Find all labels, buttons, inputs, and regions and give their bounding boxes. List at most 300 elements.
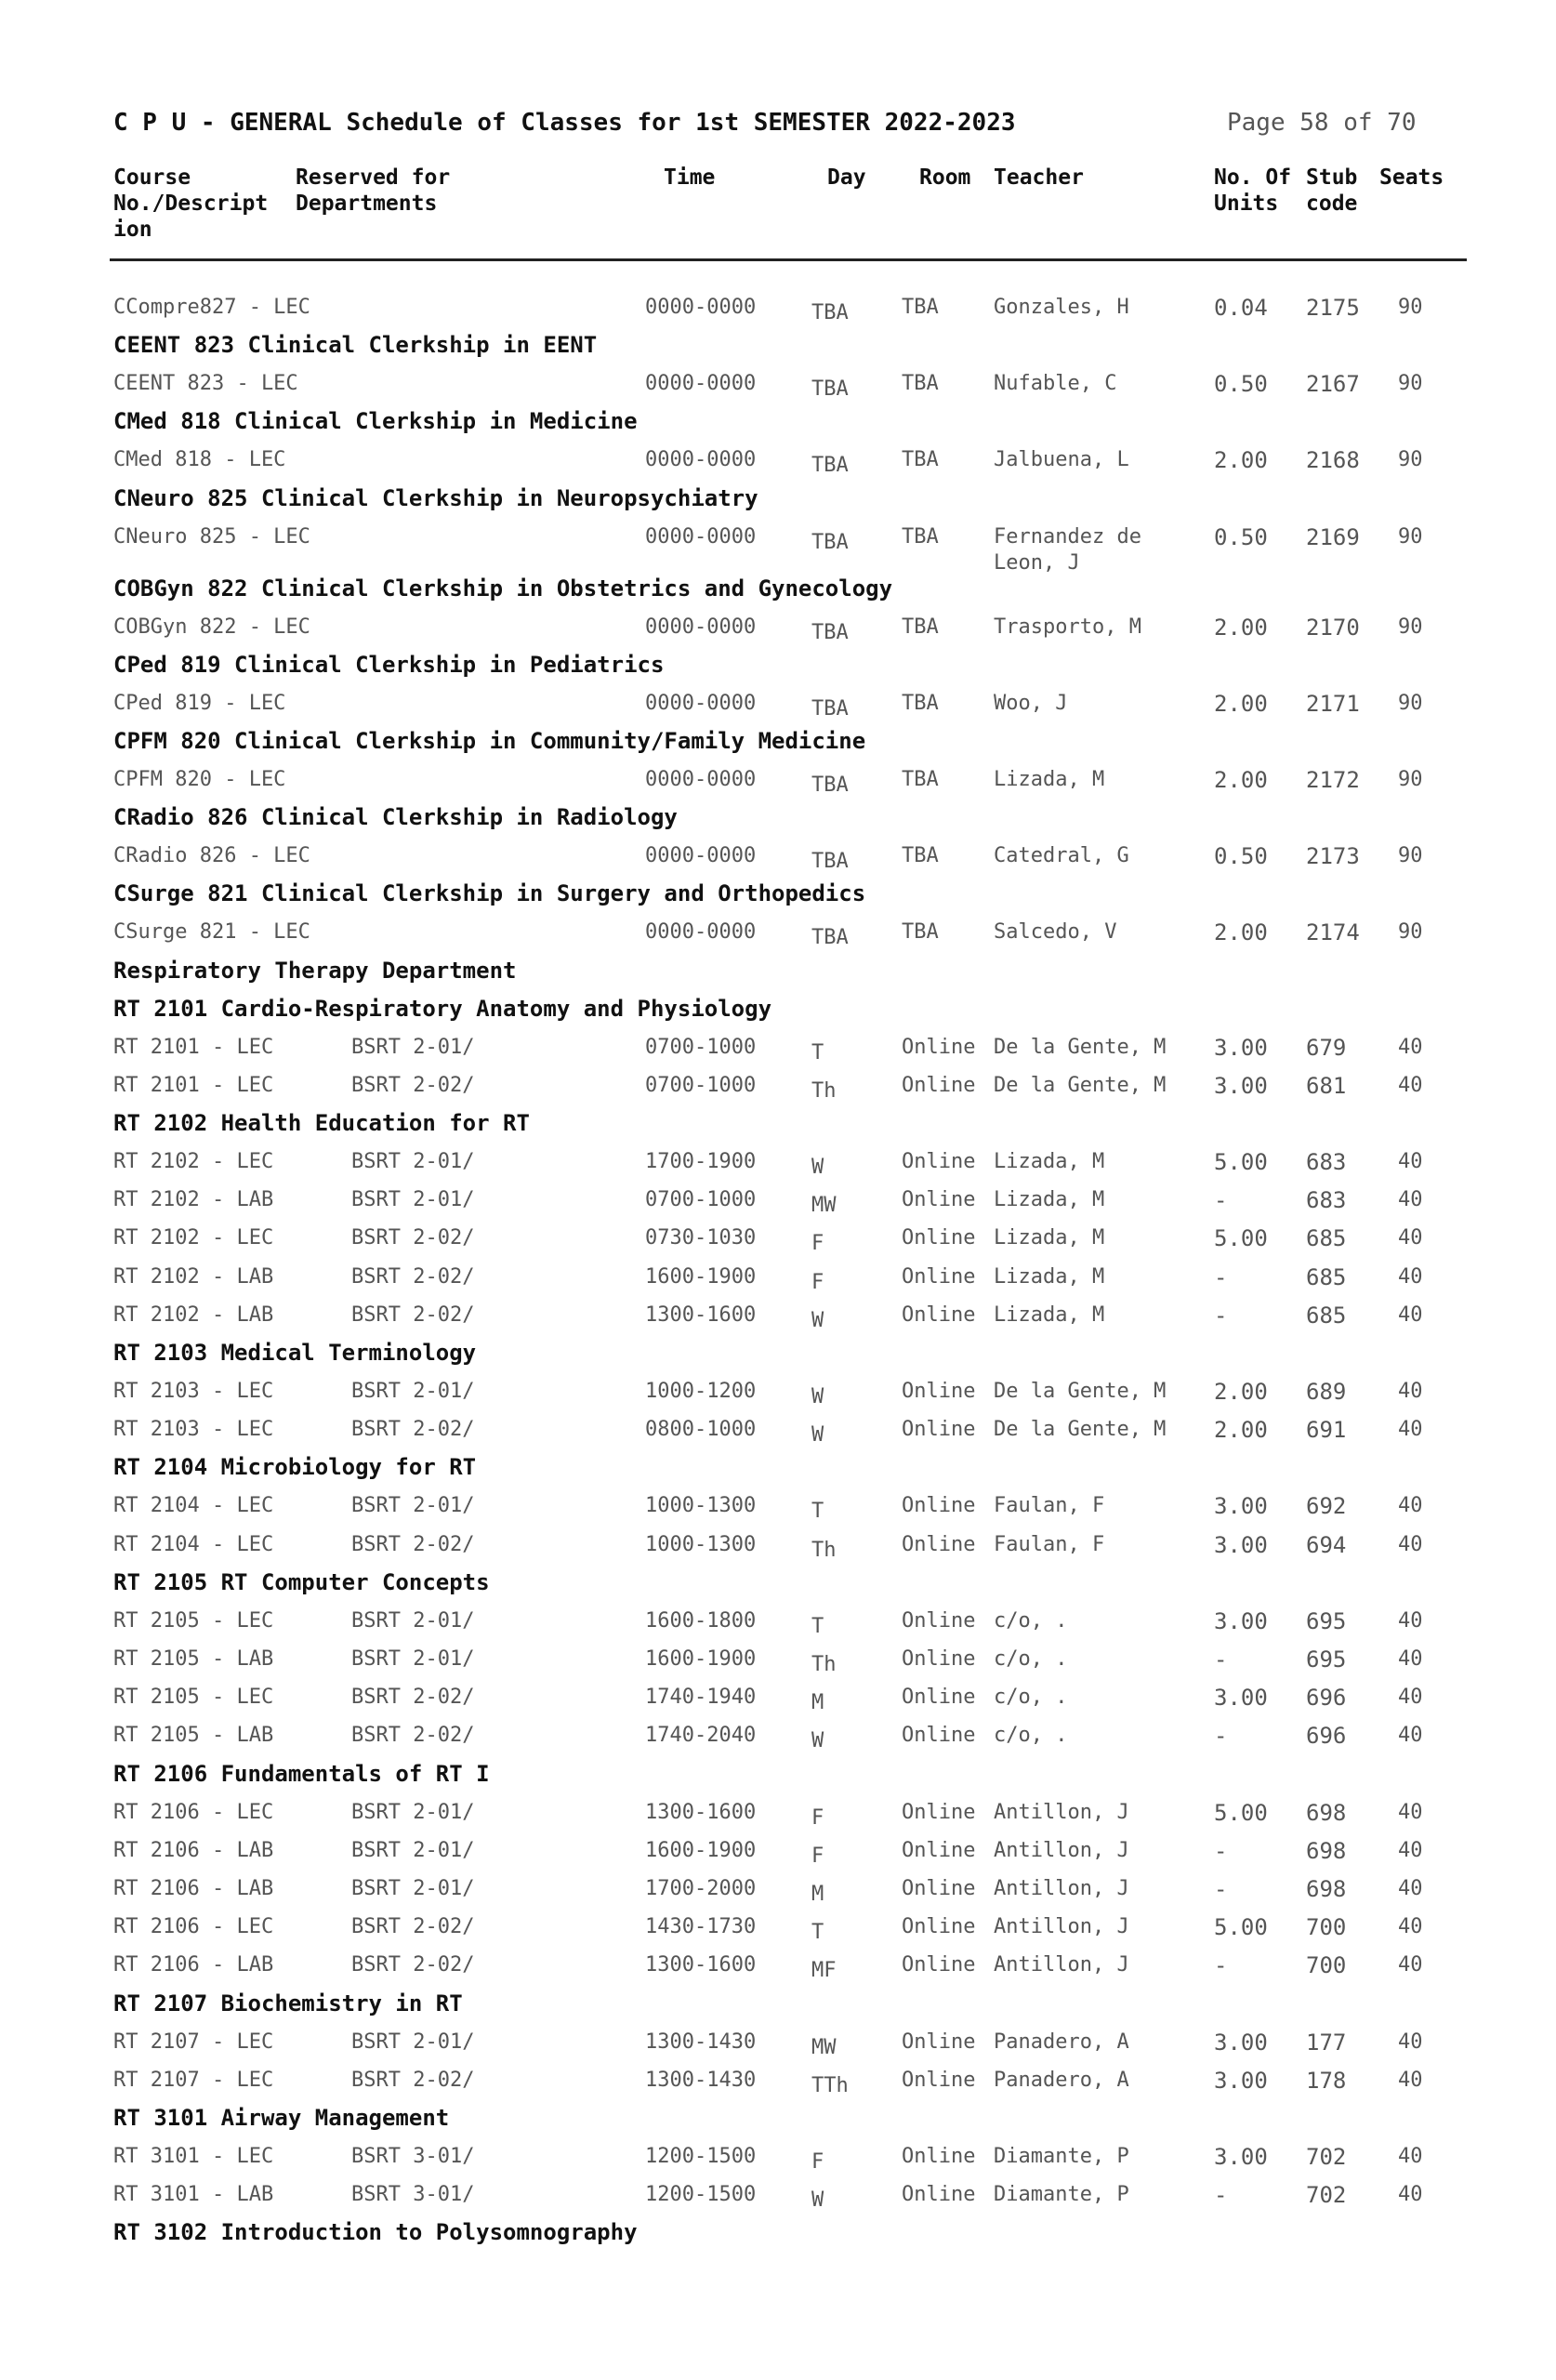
seats: 40	[1398, 1647, 1423, 1671]
teacher: Lizada, M	[994, 1188, 1105, 1212]
class-time: 0000-0000	[645, 524, 757, 549]
room: TBA	[902, 296, 939, 319]
reserved-dept: BSRT 2-01/	[351, 1608, 475, 1633]
teacher: Lizada, M	[994, 1302, 1105, 1327]
teacher: Lizada, M	[994, 1150, 1105, 1173]
table-row	[0, 2030, 1556, 2067]
room: Online	[902, 1264, 976, 1289]
class-time: 0000-0000	[645, 768, 757, 791]
table-row	[0, 1838, 1556, 1875]
units: 5.00	[1214, 1914, 1268, 1941]
course-no: CPed 819 - LEC	[113, 691, 286, 715]
table-row	[0, 1532, 1556, 1569]
teacher: Panadero, A	[994, 2030, 1129, 2054]
reserved-dept: BSRT 2-02/	[351, 1073, 475, 1097]
course-section-heading: RT 2105 RT Computer Concepts	[113, 1568, 490, 1595]
class-day: F	[811, 1805, 824, 1830]
teacher: Antillon, J	[994, 1838, 1129, 1862]
seats: 90	[1398, 448, 1423, 472]
class-time: 1000-1300	[645, 1494, 757, 1518]
course-section-heading: CPed 819 Clinical Clerkship in Pediatrics	[113, 651, 665, 678]
course-no: RT 2103 - LEC	[113, 1418, 274, 1442]
class-time: 0000-0000	[645, 691, 757, 715]
class-day: Th	[811, 1653, 837, 1676]
seats: 40	[1398, 1532, 1423, 1556]
table-row	[0, 1035, 1556, 1072]
class-day: F	[811, 1232, 824, 1256]
room: Online	[902, 1800, 976, 1824]
stub-code: 694	[1306, 1531, 1347, 1558]
units: 2.00	[1214, 767, 1268, 793]
class-time: 1300-1600	[645, 1800, 757, 1824]
table-row	[0, 2182, 1556, 2219]
room: Online	[902, 2145, 976, 2168]
reserved-dept: BSRT 2-01/	[351, 1494, 475, 1518]
units: 5.00	[1214, 1225, 1268, 1252]
table-row	[0, 1608, 1556, 1646]
class-time: 1000-1200	[645, 1380, 757, 1403]
room: TBA	[902, 372, 939, 396]
stub-code: 2167	[1306, 371, 1360, 398]
table-row	[0, 691, 1556, 728]
class-day: MW	[811, 2035, 837, 2059]
reserved-dept: BSRT 2-02/	[351, 1302, 475, 1327]
stub-code: 177	[1306, 2029, 1347, 2056]
units: 0.04	[1214, 295, 1268, 321]
class-day: MF	[811, 1959, 837, 1983]
reserved-dept: BSRT 2-02/	[351, 1953, 475, 1977]
reserved-dept: BSRT 2-01/	[351, 2030, 475, 2054]
units: 2.00	[1214, 1417, 1268, 1444]
col-course: Course No./Descript ion	[113, 165, 269, 242]
class-day: W	[811, 1156, 824, 1179]
units: 3.00	[1214, 1034, 1268, 1061]
stub-code: 695	[1306, 1607, 1347, 1634]
table-row	[0, 1302, 1556, 1340]
class-day: TBA	[811, 926, 849, 950]
teacher: Gonzales, H	[994, 296, 1129, 319]
course-no: RT 2102 - LEC	[113, 1150, 274, 1173]
course-section-heading: CMed 818 Clinical Clerkship in Medicine	[113, 408, 638, 435]
units: 3.00	[1214, 1685, 1268, 1712]
stub-code: 178	[1306, 2067, 1347, 2094]
reserved-dept: BSRT 3-01/	[351, 2145, 475, 2168]
units: 2.00	[1214, 614, 1268, 641]
seats: 40	[1398, 2030, 1423, 2054]
teacher: c/o, .	[994, 1647, 1068, 1671]
class-time: 0000-0000	[645, 920, 757, 945]
room: Online	[902, 1418, 976, 1442]
teacher: Diamante, P	[994, 2183, 1129, 2207]
units: 5.00	[1214, 1149, 1268, 1175]
class-day: W	[811, 2188, 824, 2213]
room: Online	[902, 1953, 976, 1977]
course-no: RT 2102 - LAB	[113, 1264, 274, 1289]
course-no: CMed 818 - LEC	[113, 448, 286, 472]
class-time: 1600-1800	[645, 1608, 757, 1633]
units: -	[1214, 1723, 1228, 1750]
class-day: W	[811, 1423, 824, 1448]
seats: 90	[1398, 920, 1423, 945]
class-day: T	[811, 1614, 824, 1638]
units: 0.50	[1214, 843, 1268, 870]
units: 3.00	[1214, 1072, 1268, 1099]
teacher: De la Gente, M	[994, 1380, 1167, 1403]
class-time: 1300-1600	[645, 1302, 757, 1327]
seats: 40	[1398, 1150, 1423, 1173]
course-no: RT 2104 - LEC	[113, 1494, 274, 1518]
class-day: W	[811, 1308, 824, 1332]
room: Online	[902, 1494, 976, 1518]
course-section-heading: RT 2104 Microbiology for RT	[113, 1454, 477, 1481]
course-no: RT 2101 - LEC	[113, 1035, 274, 1059]
units: -	[1214, 1302, 1228, 1329]
course-section-heading: RT 2103 Medical Terminology	[113, 1340, 477, 1366]
col-teacher: Teacher	[994, 165, 1084, 190]
room: Online	[902, 1150, 976, 1173]
reserved-dept: BSRT 2-02/	[351, 1226, 475, 1250]
class-time: 1740-1940	[645, 1686, 757, 1710]
reserved-dept: BSRT 2-01/	[351, 1838, 475, 1862]
class-day: TBA	[811, 377, 849, 402]
seats: 40	[1398, 1800, 1423, 1824]
table-row	[0, 2068, 1556, 2105]
course-section-heading: RT 2106 Fundamentals of RT I	[113, 1760, 490, 1787]
course-section-heading: RT 2102 Health Education for RT	[113, 1110, 530, 1136]
stub-code: 700	[1306, 1952, 1347, 1979]
room: TBA	[902, 615, 939, 639]
seats: 40	[1398, 1608, 1423, 1633]
stub-code: 685	[1306, 1225, 1347, 1252]
class-day: TBA	[811, 850, 849, 874]
table-row	[0, 1073, 1556, 1110]
class-day: F	[811, 1270, 824, 1294]
teacher: Antillon, J	[994, 1800, 1129, 1824]
stub-code: 692	[1306, 1493, 1347, 1520]
table-row	[0, 1264, 1556, 1302]
seats: 40	[1398, 1073, 1423, 1097]
table-row	[0, 1685, 1556, 1722]
teacher: Nufable, C	[994, 372, 1117, 396]
room: Online	[902, 1226, 976, 1250]
course-no: RT 2106 - LAB	[113, 1838, 274, 1862]
course-section-heading: CEENT 823 Clinical Clerkship in EENT	[113, 332, 598, 359]
class-time: 1700-2000	[645, 1877, 757, 1900]
teacher: Trasporto, M	[994, 615, 1141, 639]
units: 3.00	[1214, 2067, 1268, 2094]
class-time: 1000-1300	[645, 1532, 757, 1556]
reserved-dept: BSRT 2-02/	[351, 1532, 475, 1556]
seats: 40	[1398, 2183, 1423, 2207]
stub-code: 2172	[1306, 767, 1360, 793]
col-room: Room	[919, 165, 971, 190]
stub-code: 683	[1306, 1149, 1347, 1175]
course-no: RT 2105 - LEC	[113, 1686, 274, 1710]
units: -	[1214, 1837, 1228, 1864]
stub-code: 685	[1306, 1263, 1347, 1290]
course-no: CEENT 823 - LEC	[113, 372, 298, 396]
units: 3.00	[1214, 1531, 1268, 1558]
table-row	[0, 1417, 1556, 1454]
seats: 40	[1398, 1418, 1423, 1442]
reserved-dept: BSRT 2-02/	[351, 1686, 475, 1710]
room: Online	[902, 1724, 976, 1748]
class-time: 0000-0000	[645, 372, 757, 396]
seats: 90	[1398, 844, 1423, 868]
stub-code: 700	[1306, 1914, 1347, 1941]
room: Online	[902, 1608, 976, 1633]
class-day: TBA	[811, 620, 849, 644]
course-no: CRadio 826 - LEC	[113, 844, 310, 868]
class-day: F	[811, 1844, 824, 1868]
reserved-dept: BSRT 2-01/	[351, 1647, 475, 1671]
teacher: c/o, .	[994, 1686, 1068, 1710]
room: Online	[902, 1915, 976, 1939]
seats: 40	[1398, 1035, 1423, 1059]
teacher: Faulan, F	[994, 1494, 1105, 1518]
table-row	[0, 1723, 1556, 1760]
class-day: W	[811, 1729, 824, 1753]
table-row	[0, 1800, 1556, 1837]
course-no: RT 2104 - LEC	[113, 1532, 274, 1556]
teacher: c/o, .	[994, 1724, 1068, 1748]
class-time: 0800-1000	[645, 1418, 757, 1442]
col-seats: Seats	[1379, 165, 1444, 190]
reserved-dept: BSRT 2-01/	[351, 1150, 475, 1173]
seats: 90	[1398, 615, 1423, 639]
class-time: 1430-1730	[645, 1915, 757, 1939]
course-section-heading: Respiratory Therapy Department	[113, 957, 517, 984]
class-time: 0730-1030	[645, 1226, 757, 1250]
stub-code: 702	[1306, 2182, 1347, 2209]
reserved-dept: BSRT 2-02/	[351, 1915, 475, 1939]
reserved-dept: BSRT 2-02/	[351, 1264, 475, 1289]
teacher: De la Gente, M	[994, 1035, 1167, 1059]
stub-code: 681	[1306, 1072, 1347, 1099]
col-stub: Stub code	[1306, 165, 1358, 216]
class-day: TTh	[811, 2073, 849, 2097]
table-row	[0, 1187, 1556, 1224]
table-row	[0, 1914, 1556, 1951]
stub-code: 679	[1306, 1034, 1347, 1061]
room: Online	[902, 1877, 976, 1900]
table-row	[0, 447, 1556, 484]
teacher: De la Gente, M	[994, 1418, 1167, 1442]
course-no: RT 2105 - LAB	[113, 1724, 274, 1748]
stub-code: 702	[1306, 2144, 1347, 2170]
units: 3.00	[1214, 1493, 1268, 1520]
stub-code: 689	[1306, 1379, 1347, 1405]
class-day: W	[811, 1385, 824, 1408]
course-no: RT 2107 - LEC	[113, 2030, 274, 2054]
class-time: 1300-1430	[645, 2068, 757, 2092]
stub-code: 691	[1306, 1417, 1347, 1444]
class-time: 1300-1600	[645, 1953, 757, 1977]
room: TBA	[902, 448, 939, 472]
course-no: RT 3101 - LEC	[113, 2145, 274, 2168]
class-day: TBA	[811, 530, 849, 554]
units: 2.00	[1214, 690, 1268, 717]
teacher: Lizada, M	[994, 1264, 1105, 1289]
course-section-heading: CNeuro 825 Clinical Clerkship in Neuropsychiatry	[113, 484, 758, 511]
course-no: RT 2106 - LAB	[113, 1953, 274, 1977]
course-no: CSurge 821 - LEC	[113, 920, 310, 945]
teacher: De la Gente, M	[994, 1073, 1167, 1097]
units: -	[1214, 1646, 1228, 1673]
seats: 40	[1398, 1953, 1423, 1977]
table-row	[0, 767, 1556, 804]
room: Online	[902, 1035, 976, 1059]
class-time: 1300-1430	[645, 2030, 757, 2054]
class-time: 1700-1900	[645, 1150, 757, 1173]
units: -	[1214, 2182, 1228, 2209]
course-section-heading: COBGyn 822 Clinical Clerkship in Obstetrics and Gynecology	[113, 575, 893, 602]
course-section-heading: CRadio 826 Clinical Clerkship in Radiology	[113, 804, 678, 831]
header-rule	[110, 258, 1467, 261]
course-no: CCompre827 - LEC	[113, 296, 310, 319]
course-section-heading: RT 2107 Biochemistry in RT	[113, 1990, 463, 2016]
class-time: 1740-2040	[645, 1724, 757, 1748]
stub-code: 696	[1306, 1685, 1347, 1712]
units: 0.50	[1214, 523, 1268, 550]
document-title: C P U - GENERAL Schedule of Classes for 1st SEMESTER 2022-2023	[113, 109, 1016, 137]
course-no: RT 2102 - LAB	[113, 1302, 274, 1327]
class-day: T	[811, 1500, 824, 1524]
stub-code: 2173	[1306, 843, 1360, 870]
units: -	[1214, 1187, 1228, 1214]
seats: 40	[1398, 1226, 1423, 1250]
stub-code: 698	[1306, 1799, 1347, 1826]
course-no: CPFM 820 - LEC	[113, 768, 286, 791]
teacher: Jalbuena, L	[994, 448, 1129, 472]
class-day: M	[811, 1691, 824, 1715]
reserved-dept: BSRT 2-01/	[351, 1800, 475, 1824]
table-row	[0, 1379, 1556, 1416]
teacher: Salcedo, V	[994, 920, 1117, 945]
teacher: Panadero, A	[994, 2068, 1129, 2092]
reserved-dept: BSRT 2-01/	[351, 1035, 475, 1059]
stub-code: 2175	[1306, 295, 1360, 321]
teacher: Lizada, M	[994, 1226, 1105, 1250]
class-time: 0000-0000	[645, 448, 757, 472]
stub-code: 2170	[1306, 614, 1360, 641]
course-no: RT 2106 - LEC	[113, 1800, 274, 1824]
table-row	[0, 843, 1556, 880]
class-time: 0000-0000	[645, 296, 757, 319]
seats: 90	[1398, 372, 1423, 396]
reserved-dept: BSRT 2-01/	[351, 1877, 475, 1900]
class-day: Th	[811, 1538, 837, 1562]
class-day: TBA	[811, 696, 849, 721]
units: 5.00	[1214, 1799, 1268, 1826]
room: Online	[902, 1302, 976, 1327]
class-day: Th	[811, 1078, 837, 1103]
seats: 40	[1398, 2145, 1423, 2168]
teacher: Antillon, J	[994, 1953, 1129, 1977]
class-day: MW	[811, 1194, 837, 1218]
table-row	[0, 1952, 1556, 1990]
class-time: 0000-0000	[645, 844, 757, 868]
units: 2.00	[1214, 919, 1268, 946]
course-no: RT 3101 - LAB	[113, 2183, 274, 2207]
room: TBA	[902, 691, 939, 715]
teacher: Fernandez de Leon, J	[994, 524, 1141, 575]
class-day: TBA	[811, 454, 849, 478]
seats: 40	[1398, 1915, 1423, 1939]
units: -	[1214, 1952, 1228, 1979]
table-row	[0, 615, 1556, 652]
room: Online	[902, 1838, 976, 1862]
course-no: RT 2101 - LEC	[113, 1073, 274, 1097]
class-day: T	[811, 1040, 824, 1064]
course-no: RT 2106 - LEC	[113, 1915, 274, 1939]
seats: 40	[1398, 1724, 1423, 1748]
table-row	[0, 2144, 1556, 2181]
room: Online	[902, 1073, 976, 1097]
teacher: Woo, J	[994, 691, 1068, 715]
stub-code: 2171	[1306, 690, 1360, 717]
col-units: No. Of Units	[1214, 165, 1292, 216]
table-row	[0, 1149, 1556, 1186]
units: -	[1214, 1876, 1228, 1902]
teacher: Lizada, M	[994, 768, 1105, 791]
room: Online	[902, 2183, 976, 2207]
teacher: Catedral, G	[994, 844, 1129, 868]
course-no: RT 2106 - LAB	[113, 1877, 274, 1900]
col-reserved: Reserved for Departments	[296, 165, 451, 216]
stub-code: 2169	[1306, 523, 1360, 550]
room: Online	[902, 1532, 976, 1556]
course-no: RT 2105 - LEC	[113, 1608, 274, 1633]
class-time: 1600-1900	[645, 1264, 757, 1289]
class-day: T	[811, 1921, 824, 1945]
room: TBA	[902, 768, 939, 791]
stub-code: 696	[1306, 1723, 1347, 1750]
course-no: RT 2102 - LEC	[113, 1226, 274, 1250]
class-day: TBA	[811, 774, 849, 797]
table-row	[0, 523, 1556, 575]
seats: 40	[1398, 1264, 1423, 1289]
room: TBA	[902, 844, 939, 868]
teacher: Antillon, J	[994, 1877, 1129, 1900]
seats: 90	[1398, 691, 1423, 715]
table-row	[0, 1225, 1556, 1263]
table-row	[0, 1493, 1556, 1530]
teacher: c/o, .	[994, 1608, 1068, 1633]
seats: 90	[1398, 524, 1423, 549]
class-time: 1200-1500	[645, 2145, 757, 2168]
class-time: 0000-0000	[645, 615, 757, 639]
stub-code: 2174	[1306, 919, 1360, 946]
course-no: COBGyn 822 - LEC	[113, 615, 310, 639]
class-day: M	[811, 1883, 824, 1906]
room: TBA	[902, 920, 939, 945]
class-day: TBA	[811, 301, 849, 324]
seats: 40	[1398, 1494, 1423, 1518]
course-no: RT 2105 - LAB	[113, 1647, 274, 1671]
table-row	[0, 1646, 1556, 1684]
stub-code: 695	[1306, 1646, 1347, 1673]
page-number: Page 58 of 70	[1227, 109, 1417, 137]
units: 3.00	[1214, 2029, 1268, 2056]
course-section-heading: CPFM 820 Clinical Clerkship in Community/Family Medicine	[113, 728, 866, 754]
seats: 90	[1398, 296, 1423, 319]
class-time: 0700-1000	[645, 1188, 757, 1212]
units: 0.50	[1214, 371, 1268, 398]
room: Online	[902, 1686, 976, 1710]
stub-code: 698	[1306, 1837, 1347, 1864]
reserved-dept: BSRT 2-01/	[351, 1380, 475, 1403]
